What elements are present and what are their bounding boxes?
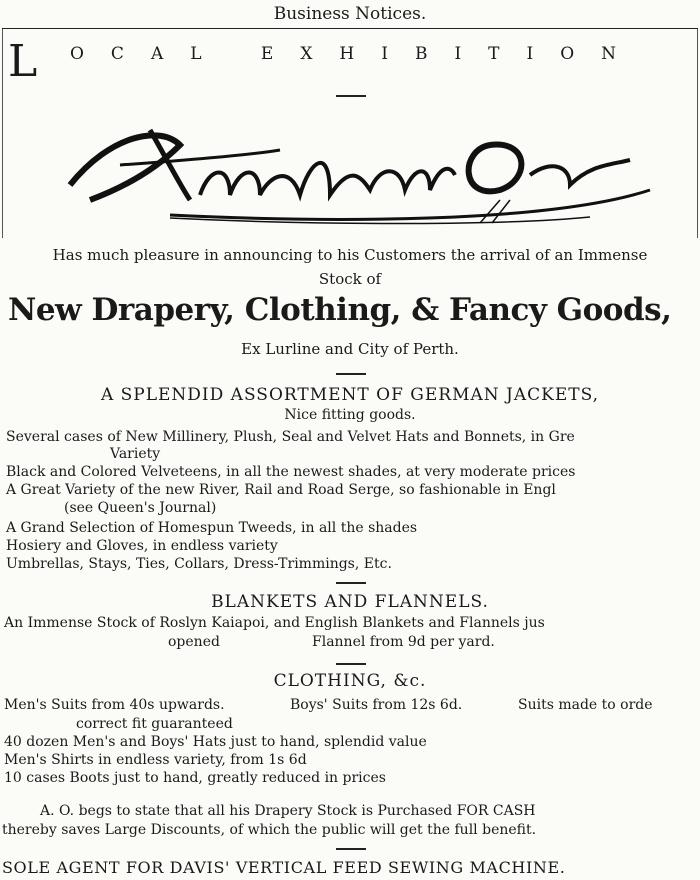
divider-1 xyxy=(336,373,366,375)
divider-2 xyxy=(336,582,366,584)
divider-3 xyxy=(336,663,366,665)
ships-line: Ex Lurline and City of Perth. xyxy=(241,340,459,358)
item-5: Hosiery and Gloves, in endless variety xyxy=(6,538,278,554)
signature-image xyxy=(30,105,670,235)
section-header: Business Notices. xyxy=(273,4,427,24)
exhibition-initial: L xyxy=(8,36,38,87)
item-1: Several cases of New Millinery, Plush, Seal and Velvet Hats and Bonnets, in Gre xyxy=(6,429,575,445)
clothing-line-4: Men's Shirts in endless variety, from 1s 6d xyxy=(4,752,307,768)
headline: New Drapery, Clothing, & Fancy Goods, xyxy=(8,292,672,328)
clothing-line-1b: Boys' Suits from 12s 6d. xyxy=(290,697,463,713)
agent-line: SOLE AGENT FOR DAVIS' VERTICAL FEED SEWING MACHINE. xyxy=(2,858,566,877)
footer-line-2: thereby saves Large Discounts, of which the public will get the full benefit. xyxy=(2,822,537,838)
blankets-line-2b: Flannel from 9d per yard. xyxy=(312,634,495,650)
blankets-heading: BLANKETS AND FLANNELS. xyxy=(211,592,489,612)
jackets-sub: Nice fitting goods. xyxy=(284,407,416,423)
clothing-line-5: 10 cases Boots just to hand, greatly reduced in prices xyxy=(4,770,386,786)
clothing-line-1a: Men's Suits from 40s upwards. xyxy=(4,697,225,713)
blankets-line-2a: opened xyxy=(168,634,220,650)
clothing-line-2: correct fit guaranteed xyxy=(76,716,233,732)
intro-line-1: Has much pleasure in announcing to his Customers the arrival of an Immense xyxy=(52,246,648,264)
clothing-line-3: 40 dozen Men's and Boys' Hats just to hand, splendid value xyxy=(4,734,427,750)
short-rule xyxy=(336,95,366,97)
footer-line-1: A. O. begs to state that all his Drapery Stock is Purchased FOR CASH xyxy=(40,803,536,819)
jackets-heading: A SPLENDID ASSORTMENT OF GERMAN JACKETS, xyxy=(100,385,600,405)
item-2: Black and Colored Velveteens, in all the newest shades, at very moderate prices xyxy=(6,464,576,480)
clothing-heading: CLOTHING, &c. xyxy=(273,671,427,691)
item-3: A Great Variety of the new River, Rail and Road Serge, so fashionable in Engl xyxy=(6,482,556,498)
blankets-line-1: An Immense Stock of Roslyn Kaiapoi, and English Blankets and Flannels jus xyxy=(4,615,545,631)
right-border xyxy=(697,28,698,238)
clothing-line-1c: Suits made to orde xyxy=(518,697,653,713)
exhibition-title: OCAL EXHIBITION xyxy=(70,44,644,64)
item-6: Umbrellas, Stays, Ties, Collars, Dress-Trimmings, Etc. xyxy=(6,556,392,572)
divider-4 xyxy=(336,848,366,850)
item-4: A Grand Selection of Homespun Tweeds, in all the shades xyxy=(6,520,418,536)
intro-line-2: Stock of xyxy=(318,270,382,288)
item-1-cont: Variety xyxy=(110,446,161,462)
item-3-cont: (see Queen's Journal) xyxy=(64,500,217,516)
left-border xyxy=(2,28,3,238)
header-rule xyxy=(2,28,698,29)
